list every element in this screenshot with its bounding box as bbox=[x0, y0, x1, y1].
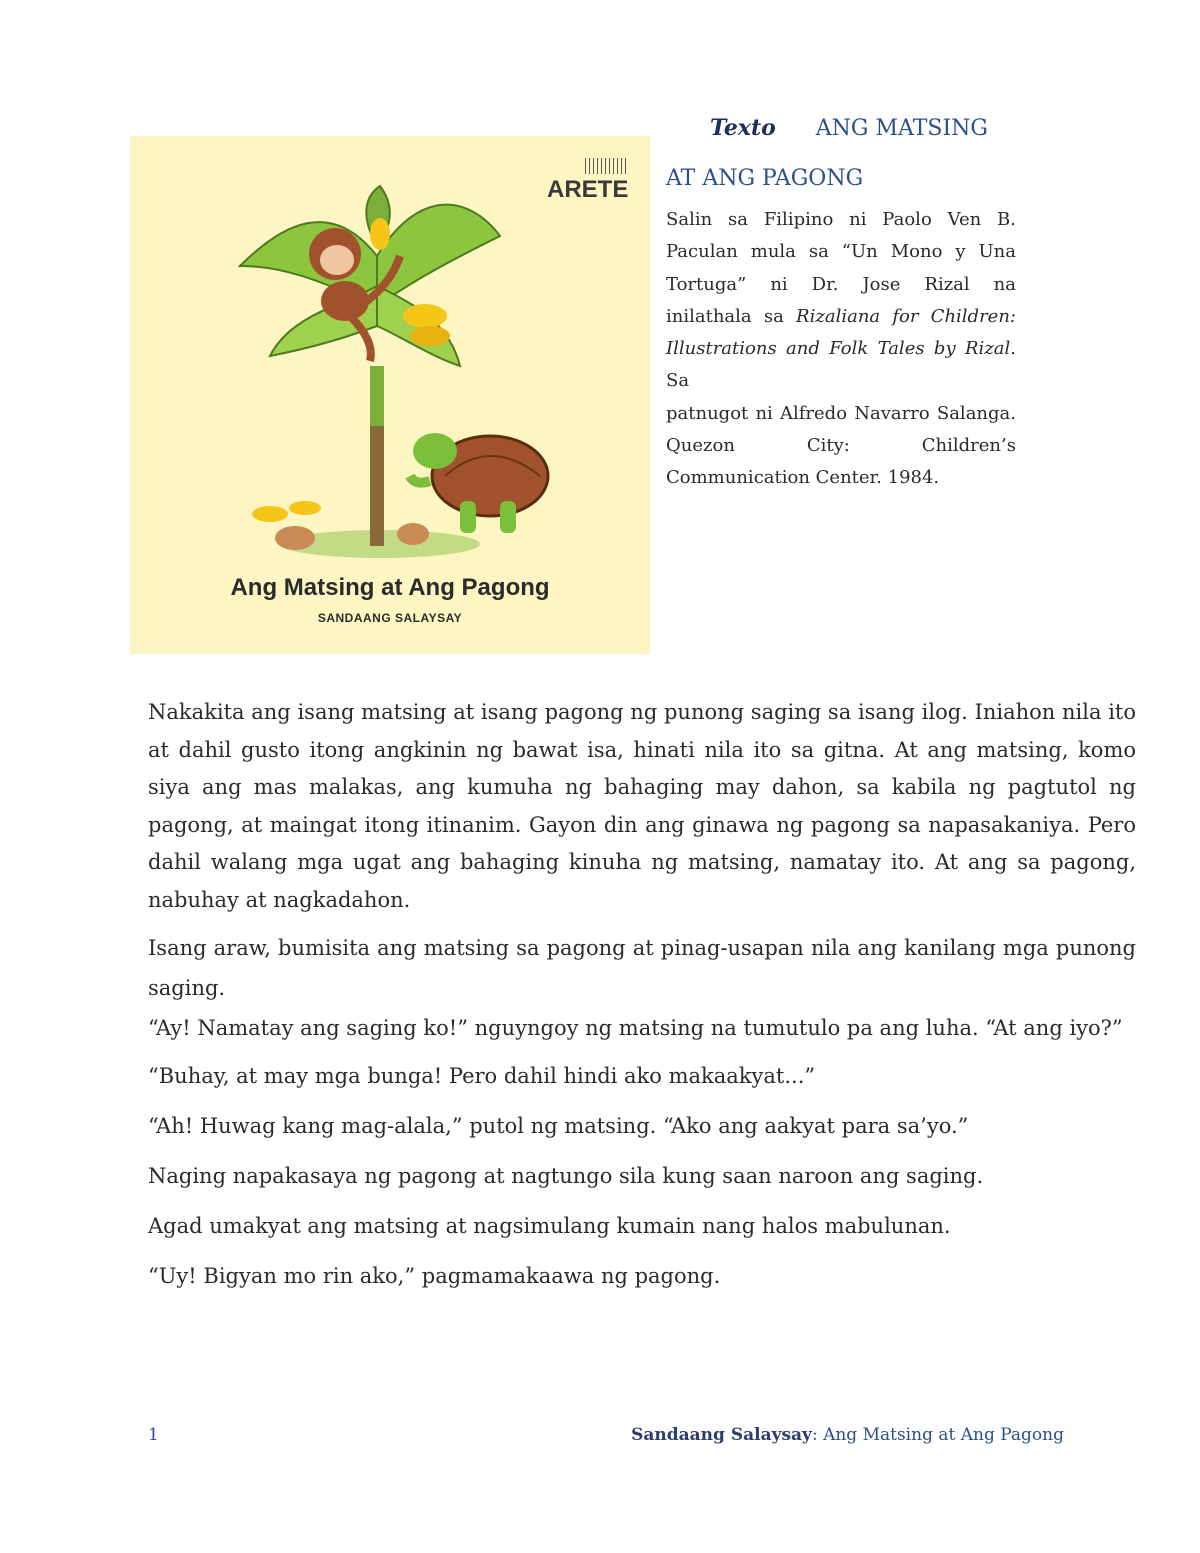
story-heading bbox=[710, 115, 988, 141]
book-title-italic: Rizaliana for Children: bbox=[796, 305, 1016, 327]
credit-line: Paculan mula sa “Un Mono y Una bbox=[666, 241, 1016, 263]
credit-line: Quezon City: Children’s bbox=[666, 435, 1016, 457]
book-title-italic: Illustrations and Folk Tales by Rizal bbox=[666, 338, 1011, 360]
logo-mark-icon bbox=[585, 158, 627, 174]
cover-subtitle: SANDAANG SALAYSAY bbox=[317, 611, 463, 625]
story-body bbox=[148, 694, 1136, 1296]
story-title-line1: ANG MATSING bbox=[815, 116, 988, 141]
texto-label: Texto bbox=[710, 115, 776, 141]
dialogue-line: “Buhay, at may mga bunga! Pero dahil hindi ako makaakyat...” bbox=[148, 1063, 816, 1088]
footer-title: : Ang Matsing at Ang Pagong bbox=[811, 1425, 1064, 1445]
credit-text: . Sa bbox=[666, 338, 1016, 392]
credit-line: Salin sa Filipino ni Paolo Ven B. bbox=[666, 209, 1016, 230]
dialogue-line: “Ay! Namatay ang saging ko!” nguyngoy ng matsing na tumutulo pa ang luha. “At ang iyo?” bbox=[148, 1015, 1123, 1040]
paragraph: Agad umakyat ang matsing at nagsimulang kumain nang halos mabulunan. bbox=[148, 1213, 951, 1238]
credit-line: patnugot ni Alfredo Navarro Salanga. bbox=[666, 402, 1016, 424]
paragraph: Nakakita ang isang matsing at isang pagong ng punong saging sa isang ilog. Iniahon nila ito at dahil gusto itong angkinin ng bawat isa, hinati nila ito sa gitna. At ang matsing, komo siya ang mas malakas, ang kumuha ng bahaging may dahon, sa kabila ng pagtutol ng pagong, at maingat itong itinanim. Gayon din ang ginawa ng pagong sa napasakaniya. Pero dahil walang mga ugat ang bahaging kinuha ng matsing, namatay ito. At ang sa pagong, nabuhay at nagkadahon. bbox=[148, 700, 1136, 912]
credit-line: Tortuga” ni Dr. Jose Rizal na bbox=[666, 273, 1016, 295]
credit-line: Communication Center. 1984. bbox=[666, 467, 940, 489]
dialogue-line: “Ah! Huwag kang mag-alala,” putol ng matsing. “Ako ang aakyat para sa’yo.” bbox=[148, 1113, 969, 1138]
series-name: Sandaang Salaysay bbox=[631, 1425, 812, 1445]
paragraph: Isang araw, bumisita ang matsing sa pagong at pinag-usapan nila ang kanilang mga punong saging. bbox=[148, 935, 1136, 1000]
credit-text: inilathala sa bbox=[666, 305, 797, 327]
publisher-logo: ARETE bbox=[547, 176, 629, 203]
credit-line bbox=[666, 301, 1016, 333]
dialogue-line: “Uy! Bigyan mo rin ako,” pagmamakaawa ng pagong. bbox=[148, 1263, 721, 1288]
paragraph: Naging napakasaya ng pagong at nagtungo sila kung saan naroon ang saging. bbox=[148, 1163, 984, 1188]
cover-title: Ang Matsing at Ang Pagong bbox=[230, 574, 550, 601]
running-footer bbox=[631, 1425, 1064, 1445]
translation-credit bbox=[666, 204, 1016, 495]
page-number: 1 bbox=[148, 1425, 159, 1445]
credit-line bbox=[666, 333, 1016, 398]
story-title-line2: AT ANG PAGONG bbox=[666, 166, 864, 191]
